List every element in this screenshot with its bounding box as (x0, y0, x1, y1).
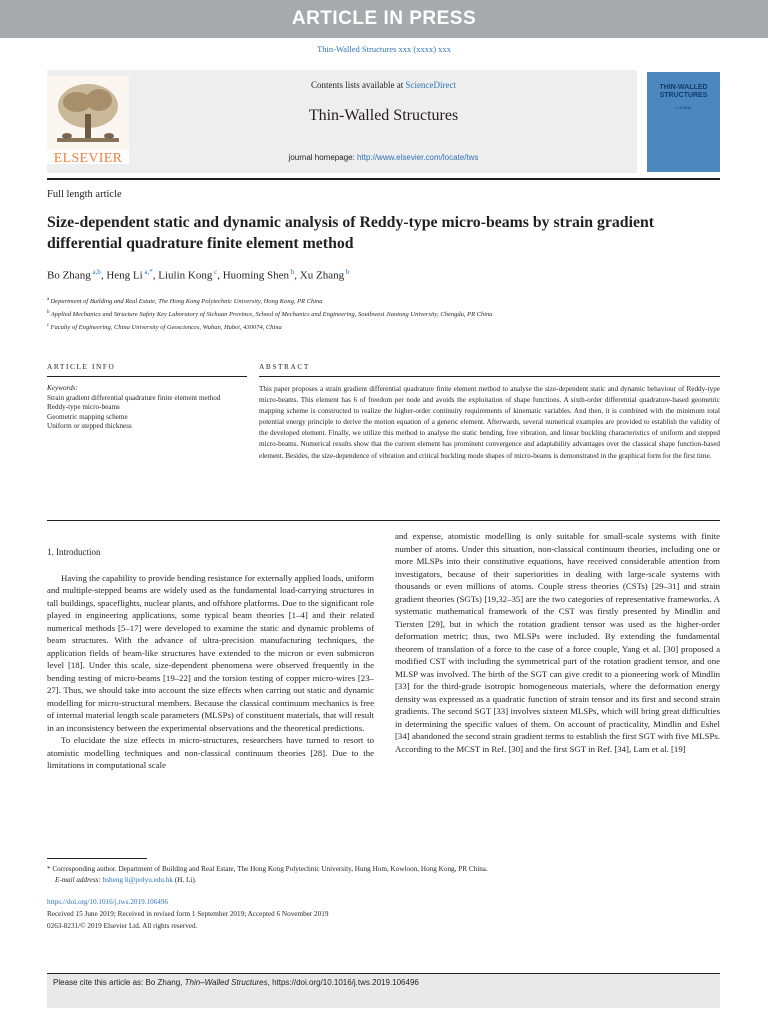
email-link[interactable]: bsheng li@polyu.edu.hk (102, 876, 173, 884)
affiliation-text: Applied Mechanics and Structure Safety Key Laboratory of Sichuan Province, School of Mechanics and Engineering, Southwest Jiaotong University, Chengdu, PR China (50, 311, 493, 319)
author-list (47, 268, 349, 282)
article-info-rule (47, 376, 247, 377)
affiliation-text: Faculty of Engineering, China University of Geosciences, Wuhan, Hubei, 430074, China (50, 324, 282, 332)
received-dates: Received 15 June 2019; Received in revised form 1 September 2019; Accepted 6 November 2019 (47, 910, 329, 919)
email-line (47, 875, 720, 886)
sciencedirect-link[interactable]: ScienceDirect (405, 80, 456, 90)
author-affiliation-mark[interactable]: c (212, 268, 218, 276)
introduction-heading: 1. Introduction (47, 547, 101, 557)
cover-title-line-1: THIN-WALLED (659, 84, 708, 91)
affiliations (47, 294, 493, 333)
homepage-link[interactable]: http://www.elsevier.com/locate/tws (357, 153, 479, 162)
author-name[interactable]: Bo Zhang (47, 269, 91, 282)
author-separator: , (152, 269, 159, 282)
contents-lists-line (130, 80, 637, 90)
citation-box (47, 973, 720, 1008)
journal-cover-thumbnail[interactable] (647, 72, 720, 172)
author-name[interactable]: Xu Zhang (299, 269, 345, 282)
corresponding-author-footnote (47, 864, 720, 886)
cite-journal: Thin–Walled Structures (184, 978, 268, 987)
author-name[interactable]: Huoming Shen (222, 269, 290, 282)
author-separator: , (100, 269, 107, 282)
article-in-press-banner: ARTICLE IN PRESS (0, 0, 768, 38)
author-affiliation-mark[interactable]: a,b (90, 268, 101, 276)
abstract-text: This paper proposes a strain gradient differential quadrature finite element method to analyse the size-dependent static and dynamic behaviour of Reddy-type micro-beams. This element has 6 of freedom per node and avoids the exploitation of shape functions. A sixth-order differential quadrature-based geometric mapping scheme is constructed to realize the higher-order continuity requirements of kinematic variables. And then, it is combined with the minimum total potential energy principle to derive the motion equation of a generic element. Afterwards, several numerical examples are provided to establish the validity of the developed element. Finally, we utilize this method to analyse the static bending, free vibration, and linear buckling characteristics of uniform and stepped micro-beams. Numerical results show that the current element has prominent convergence and adaptability advantages over the classical shape function-based element. Besides, the size-dependence of vibration and critical buckling mode shapes of micro-beams is demonstrated in the graphical form for the first time. (259, 385, 720, 460)
journal-homepage-line (130, 153, 637, 162)
cite-suffix: , https://doi.org/10.1016/j.tws.2019.106496 (267, 978, 419, 987)
article-title: Size-dependent static and dynamic analysis of Reddy-type micro-beams by strain gradient differential quadrature finite element method (47, 214, 655, 252)
email-suffix: (H. Li). (172, 876, 197, 884)
body-column-right (395, 530, 720, 755)
cover-title-line-2: STRUCTURES (659, 92, 708, 99)
header-divider (47, 178, 720, 180)
tree-icon (47, 76, 129, 150)
author-affiliation-mark[interactable]: a,* (142, 268, 153, 276)
keyword-item: Geometric mapping scheme (47, 412, 128, 421)
author-name[interactable]: Liulin Kong (158, 269, 213, 282)
affiliation-text: Department of Building and Real Estate, The Hong Kong Polytechnic University, Hong Kong, PR China (50, 298, 323, 306)
contents-prefix: Contents lists available at (311, 80, 406, 90)
intro-paragraph-1: Having the capability to provide bending resistance for externally applied loads, uniform and multiple-stepped beams are widely used as the fundamental load-carrying structures in tall buildings, spaceflights, nuclear plants, and offshore platforms. Due to the significant role played in engineering applications, some typical beam theories [1–4] and their related numerical methods [5–17] were developed to examine the static and dynamic problems of beam structures. With the advance of ultra-precision manufacturing techniques, the application fields of beam-like structures have extended to the micron or even submicron level [18]. Under this scale, size-dependent phenomena were observed frequently in the bending testing of micro-beams [19–22] and the torsion testing of copper micro-wires [23–27]. Thus, we should take into account the size effects when carring out static and dynamic modelling for micro-structural members. Because the classical continuum mechanics is free of internal material length scale parameters (MLSPs) of constituent materials, that will result in an inconsistency between the experimental observations and the theoretical predictions. (47, 572, 374, 733)
abstract-heading: ABSTRACT (259, 362, 310, 371)
keyword-list (47, 394, 247, 432)
cover-subtitle: Y. ZHANG (675, 106, 692, 110)
author-affiliation-mark[interactable]: b (289, 268, 295, 276)
issn-copyright: 0263-8231/© 2019 Elsevier Ltd. All rights reserved. (47, 922, 198, 931)
journal-reference[interactable]: Thin-Walled Structures xxx (xxxx) xxx (317, 44, 451, 54)
author-separator: , (217, 269, 223, 282)
keywords-block (47, 384, 247, 432)
abstract-bottom-rule (47, 520, 720, 521)
abstract-rule (259, 376, 720, 377)
corresponding-author-text: * Corresponding author. Department of Building and Real Estate, The Hong Kong Polytechnic University, Hung Hom, Kowloon, Hong Kong, PR China. (47, 865, 488, 873)
keyword-item: Uniform or stepped thickness (47, 422, 132, 430)
author-separator: , (294, 269, 300, 282)
publication-info (47, 896, 720, 933)
footnote-divider (47, 858, 147, 859)
elsevier-wordmark: ELSEVIER (53, 151, 123, 166)
homepage-prefix: journal homepage: (288, 153, 358, 162)
body-column-left (47, 546, 374, 772)
affiliation-line (47, 320, 493, 333)
cover-title (651, 84, 716, 100)
article-info-heading: ARTICLE INFO (47, 362, 116, 371)
affiliation-line (47, 294, 493, 307)
affiliation-mark: c (47, 323, 51, 329)
keyword-item: Strain gradient differential quadrature finite element method (47, 393, 221, 402)
affiliation-mark: b (47, 310, 51, 316)
keywords-label: Keywords: (47, 384, 78, 392)
intro-paragraph-2: To elucidate the size effects in micro-structures, researchers have turned to resort to atomistic modelling techniques and non-classical continuum theories [28]. Due to the limitations in computational scale (47, 735, 374, 770)
article-type: Full length article (47, 189, 122, 200)
cite-prefix: Please cite this article as: Bo Zhang, (53, 978, 185, 987)
doi-link[interactable]: https://doi.org/10.1016/j.tws.2019.106496 (47, 898, 169, 906)
citation-text (53, 978, 419, 987)
email-label: E-mail address: (55, 876, 103, 884)
keyword-item: Reddy-type micro-beams (47, 403, 120, 411)
affiliation-line (47, 307, 493, 320)
author-affiliation-mark[interactable]: b (344, 268, 350, 276)
journal-title: Thin-Walled Structures (308, 107, 459, 124)
author-name[interactable]: Heng Li (106, 269, 143, 282)
affiliation-mark: a (47, 297, 51, 302)
intro-paragraph-3: and expense, atomistic modelling is only suitable for small-scale systems with finite number of atoms. Under this situation, non-classical continuum theories, including one or more MLSPs into their constitutive equations, have received considerable attention from investigators, because of their superiorities in dealing with large-scale systems with thousands or even millions of atoms. Couple stress theories (CSTs) [29–31] and strain gradient theories (SGTs) [19,32–35] are the two categories of representative frameworks. A systematic mathematical framework of the CST was firstly presented by Mindlin and Tiersten [29], but in which the rotation gradient tensor was used as the higher-order deformation metric; thus, two MLSPs were included. By extending the fundamental theorem of translation of a force to the case of a force couple, Yang et al. [30] proposed a modified CST with including the symmetrical part of the rotation gradient tensor, and one MLSP was involved. The birth of the SGT can give credit to a pioneering work of Mindlin [33] for the third-grade isotropic homogeneous materials, where the deformation energy density was expressed as a quadratic function of strain tensor and its first and second strain gradients. The second SGT [33] involves sixteen MLSPs, which will bring great difficulties in determining the specific values of them. On account of practicality, Mindlin and Eshel [34] abandoned the second strain gradient terms to establish the first SGT with five MLSPs. According to the MCST in Ref. [30] and the first SGT in Ref. [34], Lam et al. [19] (395, 531, 720, 754)
